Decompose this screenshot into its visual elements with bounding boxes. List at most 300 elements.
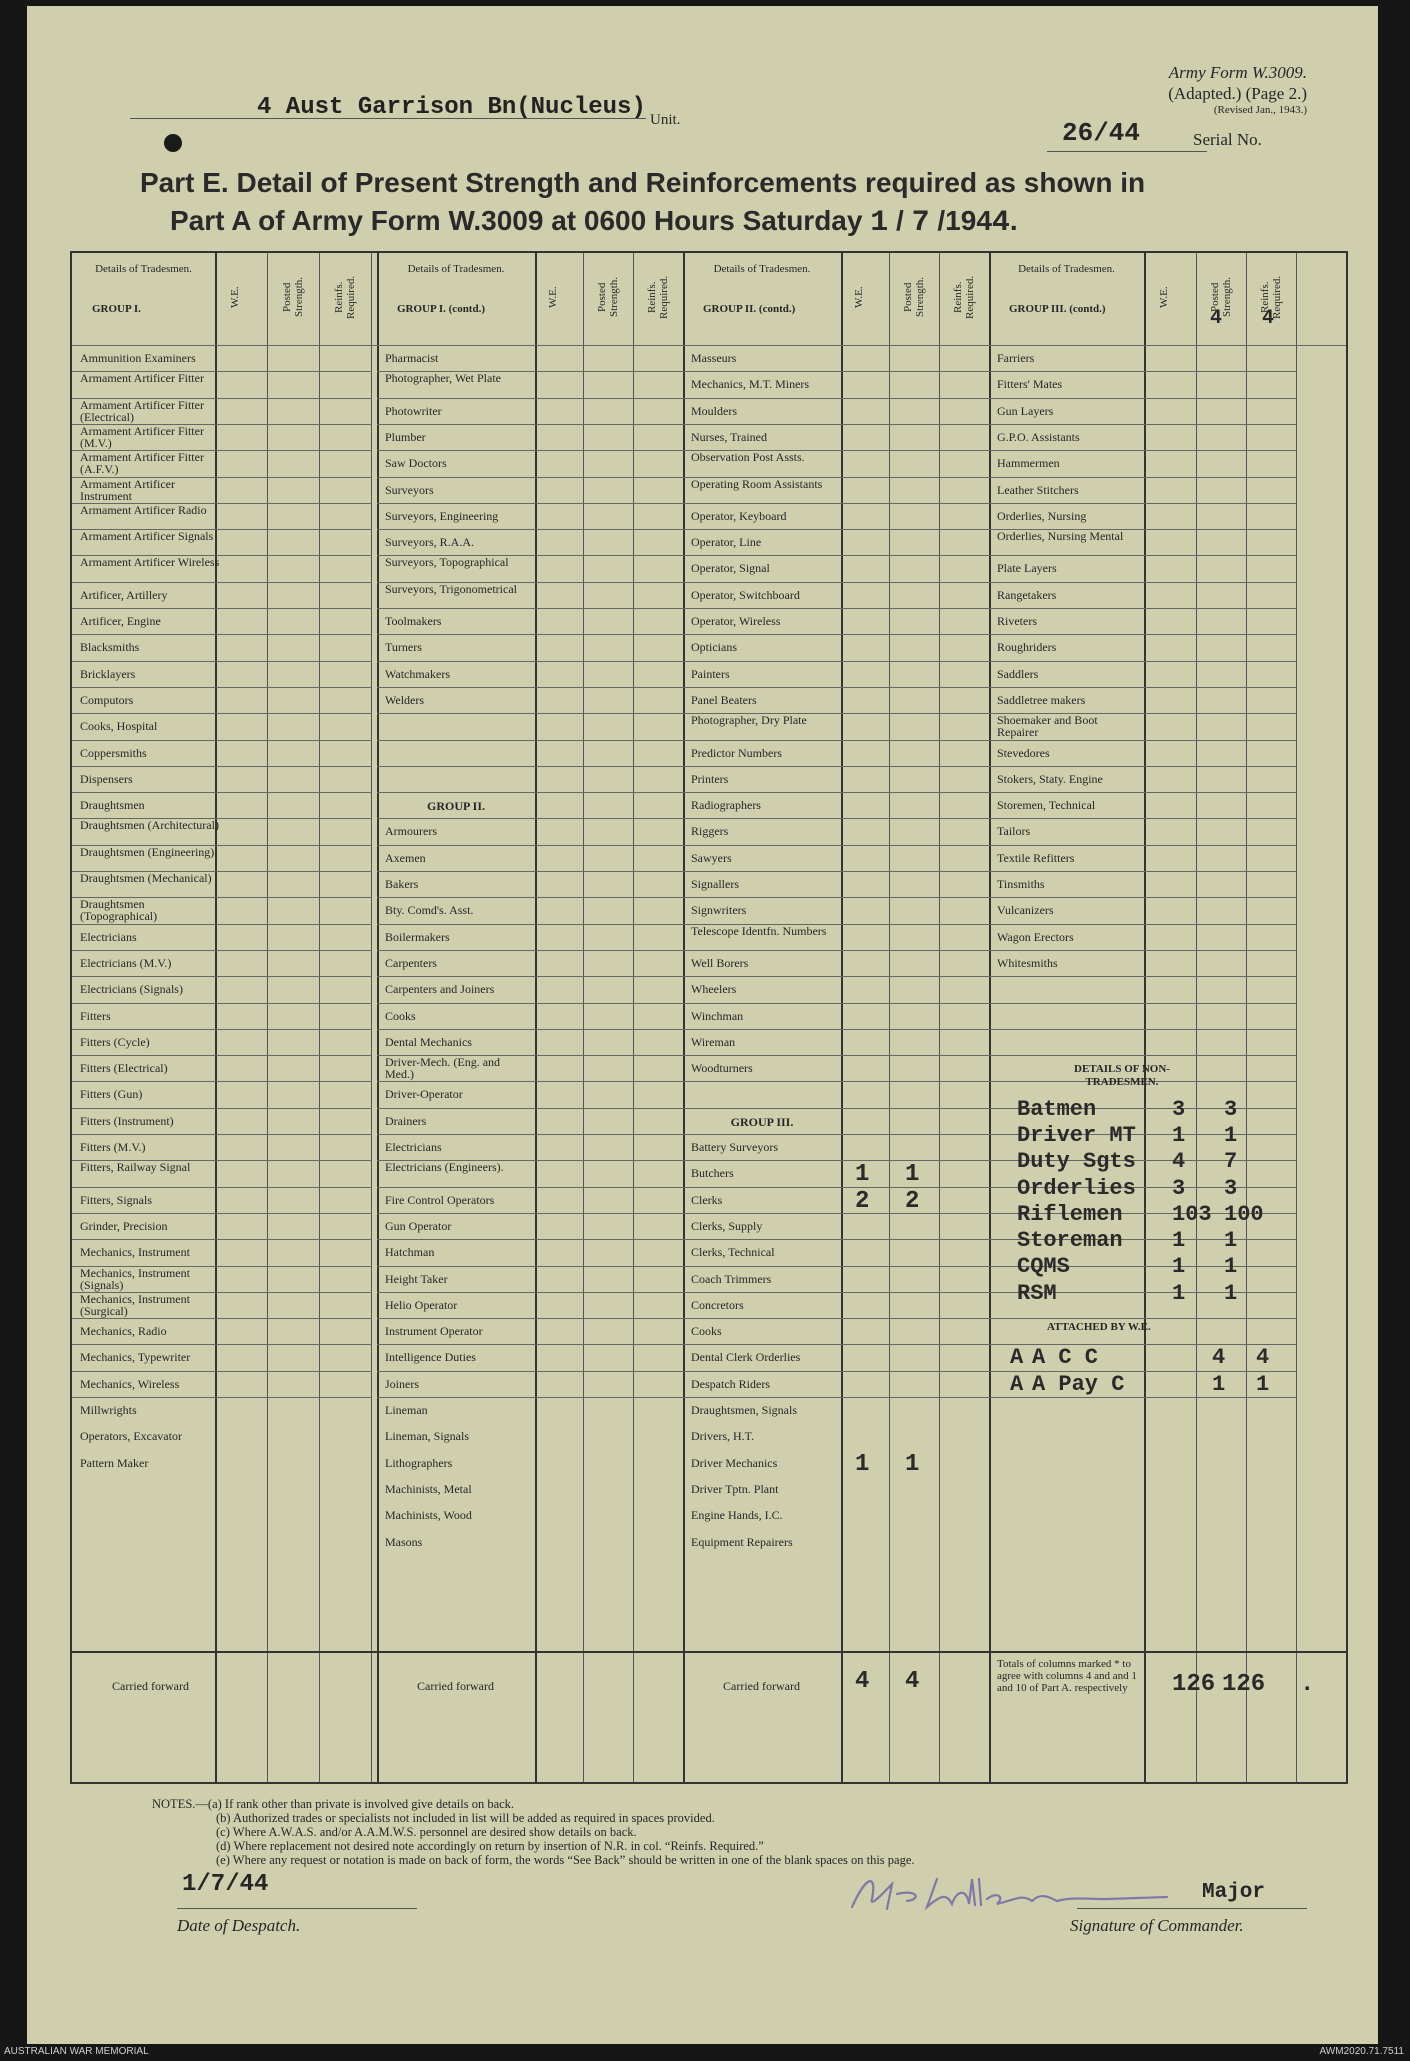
- despatch-date: 1/7/44: [182, 1871, 269, 1898]
- row-rule: [72, 661, 371, 662]
- attached-posted: 4: [1256, 1345, 1270, 1371]
- non-tradesman-we: 3: [1172, 1096, 1186, 1122]
- group-header: GROUP I.: [92, 303, 141, 315]
- row-rule: [377, 450, 683, 451]
- column-divider: [841, 253, 843, 1782]
- table-row: Driver Tptn. Plant: [691, 1481, 779, 1496]
- row-rule: [989, 1055, 1296, 1056]
- row-rule: [683, 1239, 989, 1240]
- block-divider: [683, 253, 685, 1782]
- row-rule: [989, 1318, 1296, 1319]
- column-divider: [535, 253, 537, 1782]
- carried-value: 4: [905, 1668, 920, 1695]
- date-sep: /: [896, 205, 904, 236]
- row-rule: [377, 608, 683, 609]
- table-row: Fitters (Cycle): [80, 1034, 150, 1049]
- group-iii-heading: GROUP III.: [730, 1114, 794, 1129]
- table-row: Height Taker: [385, 1271, 448, 1286]
- table-row: Vulcanizers: [997, 903, 1054, 918]
- row-rule: [377, 792, 683, 793]
- row-rule: [989, 740, 1296, 741]
- totals-posted: 126: [1222, 1671, 1266, 1698]
- row-rule: [683, 1055, 989, 1056]
- table-row: Toolmakers: [385, 614, 442, 628]
- row-rule: [989, 845, 1296, 846]
- carried-forward-label: Carried forward: [723, 1679, 800, 1693]
- row-rule: [683, 1371, 989, 1372]
- row-rule: [989, 477, 1296, 478]
- attached-heading: ATTACHED BY W.E.: [1047, 1321, 1151, 1334]
- details-header: Details of Tradesmen.: [95, 263, 192, 275]
- table-row: Armourers: [385, 824, 437, 839]
- attached-posted: 1: [1256, 1371, 1270, 1397]
- table-row: Clerks, Technical: [691, 1245, 775, 1260]
- row-rule: [683, 529, 989, 530]
- row-rule: [377, 1371, 683, 1372]
- row-rule: [72, 766, 371, 767]
- table-row: Saddlers: [997, 666, 1039, 681]
- row-rule: [72, 582, 371, 583]
- table-row: Cooks, Hospital: [80, 719, 158, 734]
- row-rule: [377, 529, 683, 530]
- row-rule: [72, 1108, 371, 1109]
- table-row: Winchman: [691, 1008, 744, 1023]
- table-row: Masons: [385, 1534, 423, 1549]
- non-tradesman-posted: 1: [1224, 1254, 1238, 1280]
- header-rule: [72, 345, 1346, 346]
- table-row: Stevedores: [997, 745, 1050, 760]
- group-ii-heading: GROUP II.: [426, 799, 485, 814]
- table-row: Woodturners: [691, 1061, 753, 1076]
- column-header: Posted Strength.: [281, 276, 305, 318]
- row-rule: [683, 897, 989, 898]
- row-rule: [683, 1029, 989, 1030]
- table-row: Lineman: [385, 1403, 428, 1417]
- unit-value: 4 Aust Garrison Bn(Nucleus): [257, 94, 646, 121]
- row-rule: [989, 792, 1296, 793]
- row-rule: [683, 845, 989, 846]
- non-tradesman-we: 1: [1172, 1254, 1186, 1280]
- row-rule: [377, 661, 683, 662]
- table-row: Carpenters and Joiners: [385, 982, 495, 997]
- column-header: Reinfs. Required.: [333, 275, 357, 319]
- date-month: 7: [911, 206, 930, 240]
- note-b: (b) Authorized trades or specialists not included in list will be added as required in spaces provided.: [216, 1811, 715, 1825]
- table-row: Bakers: [385, 877, 419, 891]
- carried-value: 4: [855, 1668, 870, 1695]
- table-row: Grinder, Precision: [80, 1218, 168, 1233]
- table-row: Gun Operator: [385, 1218, 452, 1233]
- table-row: Fitters, Railway Signal: [80, 1160, 191, 1175]
- carried-forward-label: Carried forward: [417, 1679, 494, 1693]
- row-rule: [72, 792, 371, 793]
- row-rule: [72, 976, 371, 977]
- attached-prefix: A: [1010, 1345, 1024, 1371]
- unit-line: [130, 118, 646, 119]
- table-row: Coppersmiths: [80, 745, 147, 760]
- title-line-2: [140, 202, 1290, 242]
- table-row: Riveters: [997, 614, 1037, 628]
- table-row: Armament Artificer Fitter (M.V.): [80, 423, 204, 450]
- table-row: Instrument Operator: [385, 1324, 483, 1339]
- table-row: Farriers: [997, 351, 1035, 365]
- column-header: Posted Strength.: [596, 276, 620, 318]
- table-cell-value: 1: [905, 1161, 920, 1189]
- table-row: Dental Mechanics: [385, 1034, 472, 1049]
- row-rule: [377, 740, 683, 741]
- table-row: Hatchman: [385, 1245, 435, 1260]
- table-row: Wheelers: [691, 982, 737, 997]
- row-rule: [989, 950, 1296, 951]
- row-rule: [72, 1029, 371, 1030]
- column-divider: [583, 253, 584, 1782]
- row-rule: [377, 1081, 683, 1082]
- table-row: Electricians (M.V.): [80, 955, 172, 970]
- row-rule: [377, 1213, 683, 1214]
- table-row: Plumber: [385, 429, 426, 444]
- date-year-printed: 194: [945, 205, 992, 236]
- note-c: (c) Where A.W.A.S. and/or A.A.M.W.S. personnel are desired show details on back.: [216, 1825, 637, 1839]
- table-row: Lithographers: [385, 1455, 453, 1470]
- serial-line: [1047, 151, 1207, 152]
- serial-label: Serial No.: [1193, 130, 1262, 149]
- table-row: Fitters' Mates: [997, 377, 1063, 392]
- row-rule: [683, 1134, 989, 1135]
- table-cell-value: 1: [855, 1161, 870, 1189]
- row-rule: [377, 976, 683, 977]
- punch-hole: [164, 134, 182, 152]
- row-rule: [377, 1292, 683, 1293]
- row-rule: [989, 687, 1296, 688]
- serial-value: 26/44: [1062, 118, 1141, 148]
- column-divider: [1196, 253, 1197, 1782]
- non-tradesman-posted: 7: [1224, 1149, 1238, 1175]
- row-rule: [989, 766, 1296, 767]
- column-divider: [1246, 253, 1247, 1782]
- table-row: Opticians: [691, 640, 737, 655]
- row-rule: [72, 634, 371, 635]
- table-row: Riggers: [691, 824, 729, 839]
- date-sep: /: [937, 205, 946, 236]
- row-rule: [683, 608, 989, 609]
- table-row: Surveyors: [385, 482, 434, 497]
- table-row: Well Borers: [691, 955, 749, 970]
- row-rule: [683, 818, 989, 819]
- table-row: Fitters: [80, 1008, 111, 1023]
- attached-prefix: A: [1010, 1371, 1024, 1397]
- row-rule: [683, 398, 989, 399]
- table-row: Electricians: [80, 929, 137, 944]
- table-cell-value: 2: [905, 1187, 920, 1215]
- row-rule: [683, 871, 989, 872]
- column-header: W.E.: [547, 286, 559, 308]
- column-divider: [1144, 253, 1146, 1782]
- table-row: Concretors: [691, 1297, 744, 1312]
- row-rule: [377, 1003, 683, 1004]
- totals-label: Totals of columns marked * to agree with columns 4 and and 1 and 10 of Part A. respectively: [997, 1658, 1137, 1694]
- non-tradesman-name: Driver MT: [1017, 1122, 1136, 1148]
- column-header: Reinfs. Required.: [646, 275, 670, 319]
- table-row: Tailors: [997, 824, 1031, 839]
- table-row: Stokers, Staty. Engine: [997, 771, 1103, 786]
- table-row: Armament Artificer Fitter (A.F.V.): [80, 450, 204, 477]
- row-rule: [72, 687, 371, 688]
- page-title: [140, 164, 1290, 242]
- note-e: (e) Where any request or notation is made on back of form, the words “See Back” should be written in one of the blank spaces on this page.: [216, 1853, 915, 1867]
- row-rule: [683, 1081, 989, 1082]
- table-row: Textile Refitters: [997, 850, 1075, 865]
- table-row: Signallers: [691, 877, 739, 891]
- column-header: W.E.: [853, 286, 865, 308]
- row-rule: [683, 766, 989, 767]
- row-rule: [377, 1108, 683, 1109]
- table-row: Equipment Repairers: [691, 1534, 793, 1549]
- table-row: Axemen: [385, 850, 426, 865]
- row-rule: [683, 1318, 989, 1319]
- non-tradesman-we: 103: [1172, 1201, 1212, 1227]
- table-row: Masseurs: [691, 351, 737, 365]
- table-row: Panel Beaters: [691, 692, 757, 707]
- row-rule: [683, 1213, 989, 1214]
- table-row: Mechanics, Typewriter: [80, 1350, 191, 1365]
- non-tradesman-we: 4: [1172, 1149, 1186, 1175]
- column-divider: [319, 253, 320, 1782]
- row-rule: [377, 950, 683, 951]
- table-row: Intelligence Duties: [385, 1350, 476, 1365]
- row-rule: [989, 924, 1296, 925]
- row-rule: [377, 1134, 683, 1135]
- table-row: Draughtsmen: [80, 798, 145, 813]
- row-rule: [683, 950, 989, 951]
- non-tradesman-posted: 1: [1224, 1228, 1238, 1254]
- row-rule: [72, 713, 371, 714]
- form-page: [27, 6, 1378, 2044]
- notes: [152, 1797, 915, 1867]
- table-row: Turners: [385, 640, 422, 655]
- row-rule: [989, 503, 1296, 504]
- table-row: Bty. Comd's. Asst.: [385, 903, 474, 918]
- row-rule: [683, 1003, 989, 1004]
- table-row: Signwriters: [691, 903, 747, 918]
- table-row: Roughriders: [997, 640, 1057, 655]
- table-row: Helio Operator: [385, 1297, 458, 1312]
- row-rule: [377, 1029, 683, 1030]
- table-row: Mechanics, M.T. Miners: [691, 377, 810, 392]
- table-row: Welders: [385, 692, 425, 707]
- table-row: Saw Doctors: [385, 456, 447, 471]
- table-row: Wagon Erectors: [997, 929, 1074, 944]
- form-adapted: (Adapted.) (Page 2.): [1168, 84, 1307, 103]
- table-row: Lineman, Signals: [385, 1429, 469, 1444]
- table-row: Shoemaker and Boot Repairer: [997, 713, 1098, 740]
- row-rule: [989, 871, 1296, 872]
- unit-label: Unit.: [650, 112, 681, 128]
- table-row: Machinists, Wood: [385, 1508, 472, 1523]
- table-row: Printers: [691, 771, 729, 786]
- table-row: Armament Artificer Fitter (Electrical): [80, 397, 204, 424]
- row-rule: [72, 1003, 371, 1004]
- table-row: Artificer, Artillery: [80, 587, 168, 602]
- strength-table: [70, 251, 1348, 1784]
- table-row: Artificer, Engine: [80, 614, 161, 628]
- table-row: Operators, Excavator: [80, 1429, 182, 1444]
- attached-name: A Pay C: [1032, 1371, 1125, 1397]
- non-tradesman-name: Duty Sgts: [1017, 1149, 1136, 1175]
- row-rule: [683, 661, 989, 662]
- row-rule: [377, 687, 683, 688]
- form-name: Army Form W.3009.: [1168, 63, 1307, 82]
- table-row: Cooks: [385, 1008, 416, 1023]
- table-row: Electricians (Signals): [80, 982, 183, 997]
- row-rule: [72, 1318, 371, 1319]
- table-row: Coach Trimmers: [691, 1271, 772, 1286]
- row-rule: [683, 1344, 989, 1345]
- table-row: Machinists, Metal: [385, 1481, 472, 1496]
- row-rule: [72, 1055, 371, 1056]
- table-row: Blacksmiths: [80, 640, 140, 655]
- row-rule: [989, 1397, 1296, 1398]
- table-row: Mechanics, Wireless: [80, 1376, 180, 1391]
- row-rule: [683, 1397, 989, 1398]
- row-rule: [989, 608, 1296, 609]
- table-row: Mechanics, Radio: [80, 1324, 167, 1339]
- date-year-handwritten: 4: [991, 206, 1010, 240]
- totals-rule: [72, 1651, 1346, 1653]
- table-row: Predictor Numbers: [691, 745, 782, 760]
- row-rule: [72, 1239, 371, 1240]
- non-tradesman-name: Orderlies: [1017, 1175, 1136, 1201]
- table-row: Clerks: [691, 1192, 723, 1207]
- row-rule: [989, 1003, 1296, 1004]
- row-rule: [989, 897, 1296, 898]
- table-row: G.P.O. Assistants: [997, 429, 1080, 444]
- title-end: .: [1009, 205, 1018, 236]
- table-row: Whitesmiths: [997, 955, 1058, 970]
- row-rule: [989, 450, 1296, 451]
- header-we-value: 4: [1210, 307, 1223, 330]
- table-row: Carpenters: [385, 955, 437, 970]
- row-rule: [377, 477, 683, 478]
- row-rule: [377, 897, 683, 898]
- table-row: Engine Hands, I.C.: [691, 1508, 783, 1523]
- row-rule: [989, 424, 1296, 425]
- table-row: Orderlies, Nursing Mental: [997, 529, 1124, 544]
- non-tradesman-posted: 3: [1224, 1096, 1238, 1122]
- table-row: Draughtsmen (Engineering): [80, 844, 215, 859]
- row-rule: [377, 818, 683, 819]
- column-header: Reinfs. Required.: [1259, 275, 1283, 319]
- non-tradesman-posted: 3: [1224, 1175, 1238, 1201]
- table-row: Armament Artificer Wireless: [80, 555, 220, 570]
- row-rule: [683, 582, 989, 583]
- table-row: Electricians: [385, 1140, 442, 1154]
- row-rule: [989, 371, 1296, 372]
- form-revised: (Revised Jan., 1943.): [1213, 104, 1307, 116]
- row-rule: [683, 976, 989, 977]
- table-row: Butchers: [691, 1166, 734, 1181]
- row-rule: [989, 661, 1296, 662]
- table-row: Draughtsmen, Signals: [691, 1403, 797, 1417]
- row-rule: [683, 1266, 989, 1267]
- column-divider: [939, 253, 940, 1782]
- row-rule: [683, 740, 989, 741]
- non-tradesman-name: RSM: [1017, 1280, 1057, 1306]
- column-header: W.E.: [229, 286, 241, 308]
- non-tradesman-name: Riflemen: [1017, 1201, 1123, 1227]
- row-rule: [72, 1344, 371, 1345]
- details-header: Details of Tradesmen.: [713, 263, 811, 275]
- row-rule: [683, 1108, 989, 1109]
- non-tradesmen-heading: DETAILS OF NON-TRADESMEN.: [1074, 1063, 1170, 1089]
- group-header: GROUP I. (contd.): [397, 303, 485, 315]
- table-row: Surveyors, R.A.A.: [385, 535, 474, 550]
- column-divider: [633, 253, 634, 1782]
- column-header: Posted Strength.: [1209, 276, 1233, 318]
- table-row: Sawyers: [691, 850, 732, 865]
- table-row: Mechanics, Instrument (Signals): [80, 1265, 190, 1292]
- non-tradesman-posted: 1: [1224, 1122, 1238, 1148]
- row-rule: [683, 371, 989, 372]
- table-row: Painters: [691, 666, 730, 681]
- group-header: GROUP III. (contd.): [1009, 303, 1106, 315]
- table-row: Pattern Maker: [80, 1455, 149, 1470]
- attached-name: A C C: [1032, 1345, 1099, 1371]
- footer-left: AUSTRALIAN WAR MEMORIAL: [4, 2046, 149, 2057]
- row-rule: [377, 766, 683, 767]
- table-row: Despatch Riders: [691, 1376, 770, 1391]
- row-rule: [989, 398, 1296, 399]
- attached-we: 4: [1212, 1345, 1226, 1371]
- table-row: Observation Post Assts.: [691, 450, 805, 465]
- table-row: Armament Artificer Radio: [80, 502, 207, 517]
- column-divider: [371, 253, 372, 1782]
- table-row: Storemen, Technical: [997, 798, 1096, 813]
- table-row: Draughtsmen (Architectural): [80, 818, 219, 833]
- despatch-line: [177, 1908, 417, 1909]
- table-row: Surveyors, Topographical: [385, 555, 509, 570]
- table-row: Photographer, Wet Plate: [385, 371, 501, 386]
- signature-line: [1077, 1908, 1307, 1909]
- row-rule: [683, 792, 989, 793]
- table-row: Surveyors, Trigonometrical: [385, 581, 517, 596]
- table-row: Telescope Identfn. Numbers: [691, 923, 827, 938]
- table-row: Driver Mechanics: [691, 1455, 778, 1470]
- table-row: Photographer, Dry Plate: [691, 713, 807, 728]
- table-row: Fitters (M.V.): [80, 1140, 146, 1154]
- table-row: Hammermen: [997, 456, 1060, 471]
- row-rule: [989, 582, 1296, 583]
- row-rule: [683, 424, 989, 425]
- row-rule: [989, 976, 1296, 977]
- row-rule: [683, 555, 989, 556]
- table-row: Armament Artificer Fitter: [80, 371, 204, 386]
- footer-right: AWM2020.71.7511: [1319, 2046, 1404, 2057]
- non-tradesman-we: 1: [1172, 1280, 1186, 1306]
- row-rule: [377, 634, 683, 635]
- row-rule: [989, 818, 1296, 819]
- row-rule: [377, 1318, 683, 1319]
- table-row: Dental Clerk Orderlies: [691, 1350, 801, 1365]
- row-rule: [377, 924, 683, 925]
- row-rule: [72, 1213, 371, 1214]
- row-rule: [377, 713, 683, 714]
- column-divider: [267, 253, 268, 1782]
- row-rule: [377, 424, 683, 425]
- table-row: Leather Stitchers: [997, 482, 1079, 497]
- row-rule: [72, 608, 371, 609]
- row-rule: [377, 1266, 683, 1267]
- table-row: Drivers, H.T.: [691, 1429, 755, 1444]
